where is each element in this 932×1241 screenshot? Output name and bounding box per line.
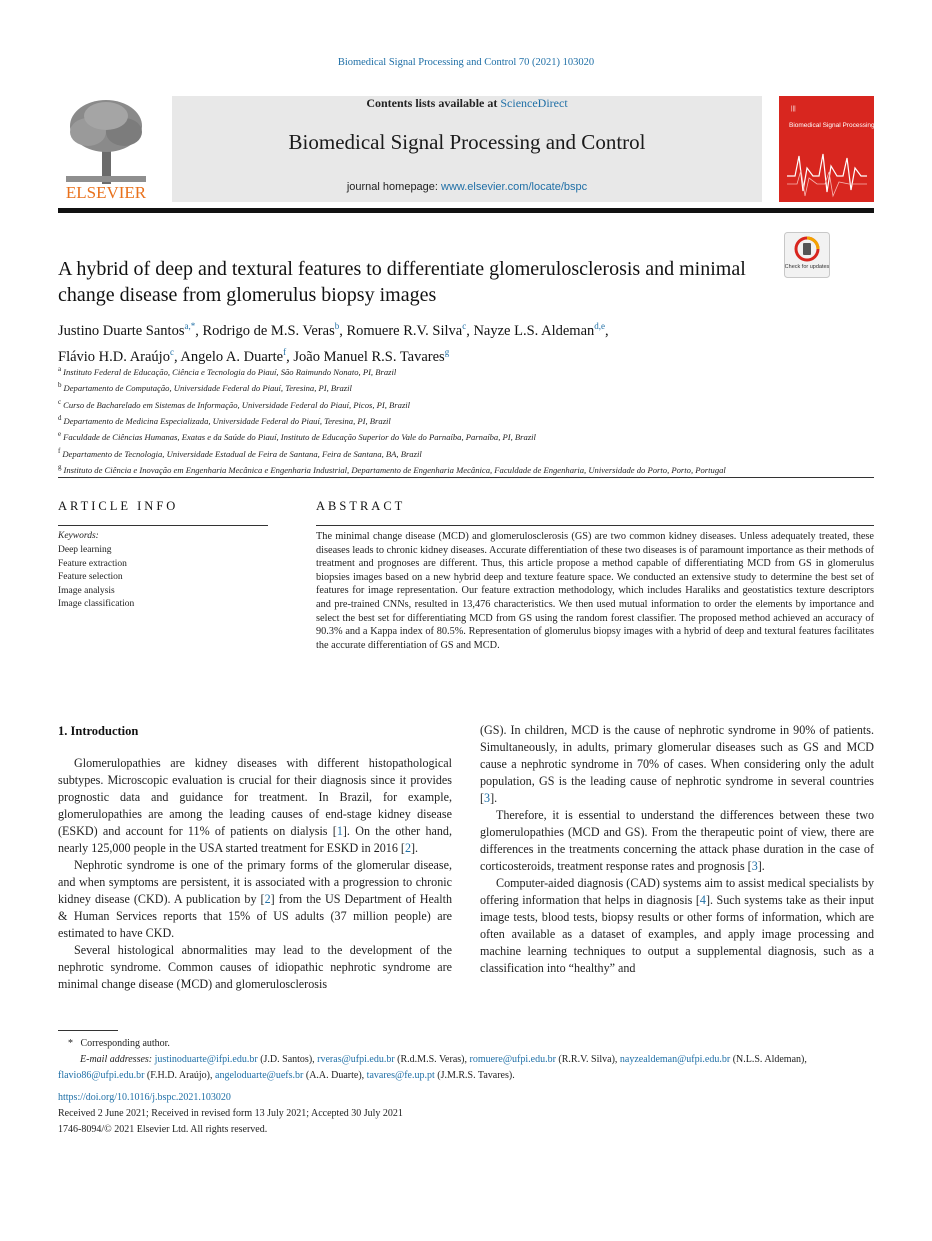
author-affiliation-mark[interactable]: b	[334, 321, 340, 331]
author-separator: ,	[605, 322, 609, 339]
author-name[interactable]: Justino Duarte Santos	[58, 322, 185, 339]
affiliation-item	[58, 363, 778, 379]
doi-link[interactable]: https://doi.org/10.1016/j.bspc.2021.103020	[58, 1092, 231, 1103]
author-name[interactable]: Romuere R.V. Silva	[346, 322, 463, 339]
keyword-item: Image classification	[58, 599, 135, 609]
journal-cover-thumbnail[interactable]	[779, 96, 911, 202]
paragraph: Computer-aided diagnosis (CAD) systems aim to assist medical specialists by offering information that helps in diagnosis [4]. Such systems take as their input image tests, blood tests, biopsy results or other forms of information, which are often available as a dataset of examples, and apply image processing and machine learning techniques to output a supplemental diagnosis, such as a classification into “healthy” and	[480, 876, 874, 975]
author-affiliation-mark[interactable]: a,*	[184, 321, 196, 331]
affiliation-item	[58, 445, 778, 461]
affiliation-key: e	[58, 430, 62, 439]
email-addresses: E-mail addresses: justinoduarte@ifpi.edu.br (J.D. Santos), rveras@ufpi.edu.br (R.d.M.S. Veras), romuere@ufpi.edu.br (R.R.V. Silva), nayzealdeman@ufpi.edu.br (N.L.S. Aldeman), flavio86@ufpi.edu.br (F.H.D. Araújo), angeloduarte@uefs.br (A.A. Duarte), tavares@fe.up.pt (J.M.R.S. Tavares).	[58, 1054, 807, 1081]
author-name[interactable]: Rodrigo de M.S. Veras	[202, 322, 335, 339]
affiliation-text: Faculdade de Ciências Humanas, Exatas e da Saúde do Piauí, Instituto de Educação Superior do Vale do Parnaíba, Parnaíba, PI, Brazil	[63, 432, 536, 443]
email-link[interactable]: angeloduarte@uefs.br	[215, 1070, 304, 1081]
author-affiliation-mark[interactable]: c	[169, 346, 174, 357]
received-dates: Received 2 June 2021; Received in revised form 13 July 2021; Accepted 30 July 2021	[58, 1108, 403, 1119]
email-link[interactable]: tavares@fe.up.pt	[366, 1070, 435, 1081]
corresponding-author-note: * Corresponding author.	[68, 1038, 170, 1049]
affiliation-item	[58, 379, 778, 395]
reference-link[interactable]: 1	[336, 824, 343, 838]
article-info-rule	[58, 525, 268, 526]
header-divider	[58, 208, 874, 213]
author-separator: ,	[466, 322, 474, 339]
reference-link[interactable]: 2	[404, 841, 411, 855]
affiliation-text: Instituto de Ciência e Inovação em Engenharia Mecânica e Engenharia Industrial, Departamento de Engenharia Mecânica, Faculdade de Engenharia, Universidade do Porto, Porto, Portugal	[63, 465, 726, 476]
footnote-rule	[58, 1030, 118, 1031]
svg-text:|||: |||	[791, 106, 796, 112]
keyword-item: Deep learning	[58, 545, 112, 555]
email-owner: (N.L.S. Aldeman),	[732, 1054, 807, 1065]
affiliation-key: c	[58, 397, 62, 406]
author-affiliation-mark[interactable]: d,e	[594, 321, 606, 331]
email-owner: (J.D. Santos),	[260, 1054, 315, 1065]
cover-title: Biomedical Signal Processing and Control	[789, 122, 911, 129]
abstract-text: The minimal change disease (MCD) and glomerulosclerosis (GS) are two common kidney diseases. Unless adequately treated, these diseases leads to chronic kidney diseases. Accurate differentiation of these two diseases is of paramount importance as their methods of treatment and prognoses are different. Thus, this article propose a method capable of differentiating MCD from GS in glomerulus biopsies images based on a new hybrid deep and texture feature space. We conducted an extensive study to determine the best set of features for image representation. Our feature extraction methodology, which includes Haraliks and geostatistics texture descriptors and pre-trained CNNs, resulted in 13,476 characteristics. We then used mutual information to order the elements by importance and select the best set for differentiating MCD from GS using the random forest classifier. The proposed method achieved an accuracy of 90.3% and a Kappa index of 80.5%. Representation of glomerulus biopsy images with a hybrid of deep and textural features facilitates the accurate differentiation of GS and MCD.	[316, 531, 874, 651]
affiliation-key: f	[58, 446, 61, 455]
abstract-rule	[316, 525, 874, 526]
homepage-line: journal homepage: www.elsevier.com/locate/bspc	[346, 181, 588, 193]
author-affiliation-mark[interactable]: c	[462, 321, 467, 331]
affiliation-text: Departamento de Medicina Especializada, Universidade Federal do Piauí, Teresina, PI, Brazil	[63, 415, 391, 426]
sciencedirect-link[interactable]: ScienceDirect	[500, 96, 568, 110]
reference-link[interactable]: 2	[264, 892, 271, 906]
reference-link[interactable]: 4	[699, 893, 706, 907]
paragraph: Nephrotic syndrome is one of the primary forms of the glomerular disease, and when symptoms are persistent, it is associated with a progression to chronic kidney disease (CKD). A publication by [2] from the US Department of Health & Human Services reports that 15% of US adults (37 million people) are estimated to have CKD.	[58, 858, 452, 940]
footnotes	[58, 1036, 874, 1084]
journal-citation-link[interactable]: Biomedical Signal Processing and Control 70 (2021) 103020	[337, 57, 595, 68]
affiliation-text: Instituto Federal de Educação, Ciência e Tecnologia do Piauí, São Raimundo Nonato, PI, Brazil	[63, 366, 397, 377]
section-title-introduction: 1. Introduction	[58, 724, 139, 738]
section-divider	[58, 477, 874, 478]
author-name[interactable]: João Manuel R.S. Tavares	[293, 348, 445, 365]
author-separator: ,	[173, 348, 181, 365]
copyright: 1746-8094/© 2021 Elsevier Ltd. All rights reserved.	[58, 1124, 268, 1135]
author-affiliation-mark[interactable]: g	[444, 346, 450, 357]
article-info-heading: ARTICLE INFO	[58, 499, 179, 513]
email-owner: (R.d.M.S. Veras),	[397, 1054, 467, 1065]
email-link[interactable]: rveras@ufpi.edu.br	[317, 1054, 395, 1065]
affiliation-key: b	[58, 381, 62, 390]
author-list	[58, 316, 818, 368]
author-separator: ,	[339, 322, 347, 339]
check-updates-label: Check for updates	[784, 264, 830, 270]
email-owner: (R.R.V. Silva),	[558, 1054, 618, 1065]
email-link[interactable]: romuere@ufpi.edu.br	[469, 1054, 556, 1065]
paragraph: Therefore, it is essential to understand the differences between these two glomerulopathies (MCD and GS). From the therapeutic point of view, there are differences in the treatments concerning the attack phase duration in the case of corticosteroids, treatment response rates and prognosis [3].	[480, 808, 874, 873]
email-link[interactable]: flavio86@ufpi.edu.br	[58, 1070, 145, 1081]
journal-header	[58, 96, 911, 208]
keywords-list	[58, 544, 134, 612]
affiliation-key: a	[58, 365, 62, 373]
email-owner: (F.H.D. Araújo),	[146, 1070, 213, 1081]
keywords-label: Keywords:	[58, 531, 99, 541]
author-separator: ,	[286, 348, 294, 365]
affiliation-text: Curso de Bacharelado em Sistemas de Informação, Universidade Federal do Piauí, Picos, PI, Brazil	[63, 399, 411, 410]
journal-title: Biomedical Signal Processing and Control	[288, 130, 646, 154]
author-separator: ,	[195, 322, 203, 339]
author-name[interactable]: Nayze L.S. Aldeman	[473, 322, 595, 339]
author-affiliation-mark[interactable]: f	[283, 346, 287, 357]
keyword-item: Image analysis	[58, 585, 115, 596]
elsevier-wordmark: ELSEVIER	[65, 183, 147, 202]
abstract-heading: ABSTRACT	[316, 499, 406, 513]
email-link[interactable]: nayzealdeman@ufpi.edu.br	[619, 1054, 731, 1065]
affiliation-item	[58, 461, 778, 477]
homepage-link[interactable]: www.elsevier.com/locate/bspc	[441, 181, 588, 193]
paragraph: Several histological abnormalities may lead to the development of the nephrotic syndrome. Common causes of idiopathic nephrotic syndrome are minimal change disease (MCD) and glomerulosclerosis	[58, 943, 452, 991]
paragraph: Glomerulopathies are kidney diseases with different histopathological subtypes. Microscopic evaluation is crucial for their diagnosis since it provides prognostic data and guidance for treatment. In Brazil, for example, glomerulopathies are among the leading causes of end-stage kidney disease (ESKD) and account for 11% of patients on dialysis [1]. On the other hand, nearly 125,000 people in the USA started treatment for ESKD in 2016 [2].	[58, 756, 452, 855]
contents-line: Contents lists available at ScienceDirect	[366, 96, 568, 110]
affiliation-key: d	[58, 414, 62, 423]
affiliation-item	[58, 396, 778, 412]
affiliation-item	[58, 428, 778, 444]
paragraph: (GS). In children, MCD is the cause of nephrotic syndrome in 90% of patients. Simultaneously, in adults, primary glomerular diseases such as GS and MCD cause a nephrotic syndrome in 70% of cases. When considering only the adult population, GS is the leading cause of nephrotic syndrome in several countries [3].	[480, 723, 874, 805]
author-name[interactable]: Angelo A. Duarte	[180, 348, 284, 365]
author-name[interactable]: Flávio H.D. Araújo	[58, 348, 170, 365]
reference-link[interactable]: 3	[484, 791, 491, 805]
check-for-updates-button[interactable]	[784, 232, 830, 278]
journal-banner	[172, 96, 762, 202]
affiliation-text: Departamento de Computação, Universidade Federal do Piauí, Teresina, PI, Brazil	[63, 383, 352, 394]
email-owner: (J.M.R.S. Tavares).	[437, 1070, 515, 1081]
keyword-item: Feature selection	[58, 572, 123, 582]
affiliation-text: Departamento de Tecnologia, Universidade Estadual de Feira de Santana, Feira de Santana, BA, Brazil	[62, 448, 422, 459]
affiliations	[58, 363, 778, 478]
affiliation-item	[58, 412, 778, 428]
affiliation-key: g	[58, 463, 62, 472]
keyword-item: Feature extraction	[58, 558, 127, 569]
body-column-left	[58, 755, 452, 993]
elsevier-logo	[58, 96, 154, 202]
email-owner: (A.A. Duarte),	[305, 1070, 365, 1081]
body-column-right	[480, 722, 874, 977]
reference-link[interactable]: 3	[751, 859, 758, 873]
email-link[interactable]: justinoduarte@ifpi.edu.br	[154, 1054, 258, 1065]
article-title: A hybrid of deep and textural features to differentiate glomerulosclerosis and minimal change disease from glomerulus biopsy images	[58, 258, 746, 306]
